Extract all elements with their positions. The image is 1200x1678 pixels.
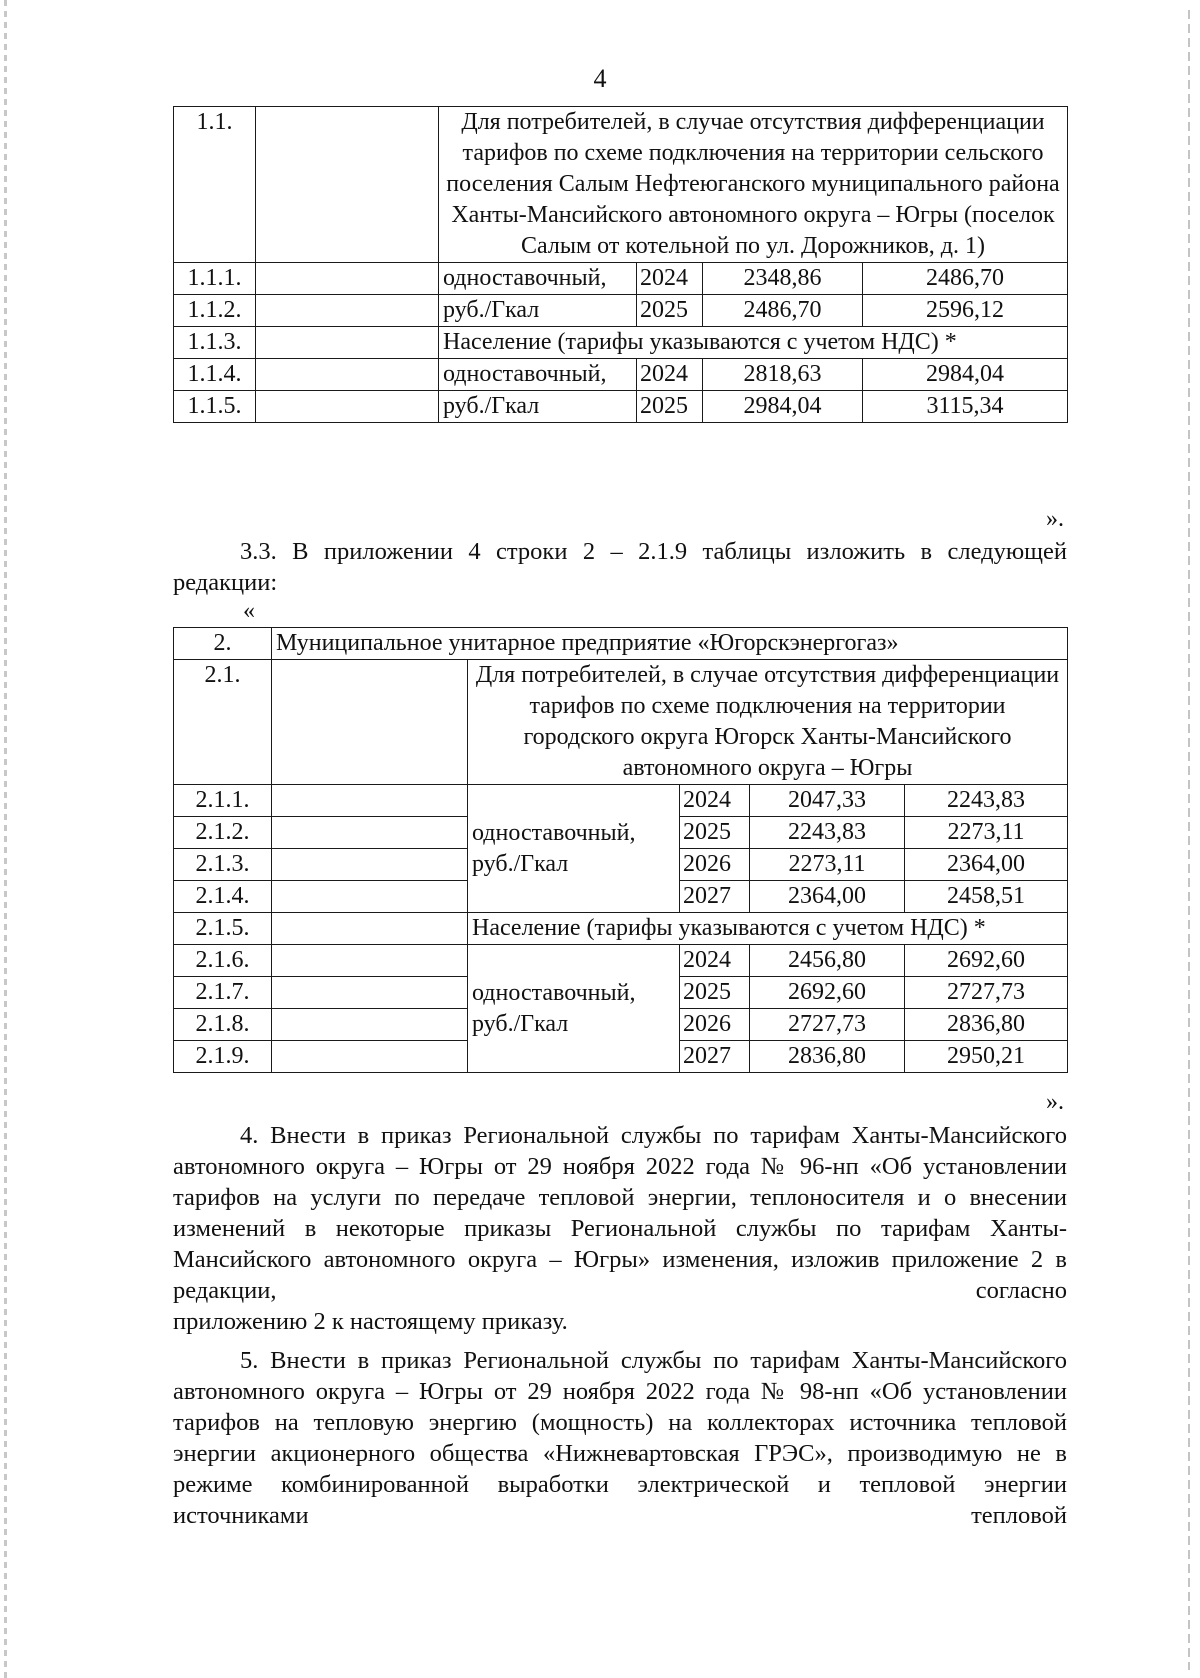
row-number: 1.1.3. [174,327,256,359]
tariff-value-h1: 2273,11 [750,849,905,881]
empty-cell [272,1041,468,1073]
tariff-value-h2: 2836,80 [905,1009,1068,1041]
empty-cell [272,913,468,945]
tariff-value-h1: 2364,00 [750,881,905,913]
tariff-value-h2: 2243,83 [905,785,1068,817]
row-number: 2.1. [174,660,272,785]
row-number: 1.1.2. [174,295,256,327]
tariff-value-h2: 2458,51 [905,881,1068,913]
paragraph-4-last-line: приложению 2 к настоящему приказу. [173,1308,568,1335]
population-heading: Население (тарифы указываются с учетом НДС) * [468,913,1068,945]
tariff-table-yugorsk [173,627,1068,1073]
tariff-value-h2: 2596,12 [863,295,1068,327]
empty-cell [256,295,439,327]
tariff-type-unit: одноставочный, руб./Гкал [468,945,680,1073]
empty-cell [272,785,468,817]
row-number: 2.1.2. [174,817,272,849]
year-cell: 2026 [680,849,750,881]
table-row [174,263,1068,295]
year-cell: 2025 [680,817,750,849]
closing-quote: ». [1046,506,1064,532]
empty-cell [272,849,468,881]
table-row [174,107,1068,263]
scan-edge-right [1188,10,1190,1670]
table-row [174,327,1068,359]
paragraph-5 [173,1345,1067,1531]
tariff-type: одноставочный, [439,263,637,295]
row-number: 2. [174,628,272,660]
table-row [174,359,1068,391]
empty-cell [272,945,468,977]
year-cell: 2025 [637,295,703,327]
table-row [174,391,1068,423]
consumer-group-heading: Для потребителей, в случае отсутствия дифференциации тарифов по схеме подключения на территории сельского поселения Салым Нефтеюганского муниципального района Ханты-Мансийского автономного округа – Югры (поселок Салым от котельной по ул. Дорожников, д. 1) [439,107,1068,263]
organization-name: Муниципальное унитарное предприятие «Югорскэнергогаз» [272,628,1068,660]
table-row [174,295,1068,327]
section-3-3-line: 3.3. В приложении 4 строки 2 – 2.1.9 таблицы изложить в следующей [240,538,1067,565]
tariff-value-h2: 2273,11 [905,817,1068,849]
year-cell: 2024 [680,945,750,977]
scan-edge-left [4,0,7,1678]
tariff-unit: руб./Гкал [439,295,637,327]
tariff-unit: руб./Гкал [439,391,637,423]
row-number: 2.1.4. [174,881,272,913]
empty-cell [272,1009,468,1041]
year-cell: 2024 [637,359,703,391]
row-number: 2.1.8. [174,1009,272,1041]
tariff-value-h2: 2486,70 [863,263,1068,295]
table-row [174,945,1068,977]
empty-cell [256,327,439,359]
row-number: 2.1.6. [174,945,272,977]
tariff-table-salym [173,106,1068,423]
row-number: 1.1.1. [174,263,256,295]
row-number: 1.1.4. [174,359,256,391]
year-cell: 2027 [680,881,750,913]
year-cell: 2025 [637,391,703,423]
tariff-type-unit: одноставочный, руб./Гкал [468,785,680,913]
year-cell: 2024 [637,263,703,295]
empty-cell [272,881,468,913]
tariff-value-h2: 2727,73 [905,977,1068,1009]
tariff-value-h1: 2047,33 [750,785,905,817]
empty-cell [272,817,468,849]
table-row [174,913,1068,945]
table-row [174,628,1068,660]
empty-cell [272,977,468,1009]
consumer-group-heading: Для потребителей, в случае отсутствия дифференциации тарифов по схеме подключения на территории городского округа Югорск Ханты-Мансийского автономного округа – Югры [468,660,1068,785]
tariff-value-h1: 2243,83 [750,817,905,849]
year-cell: 2024 [680,785,750,817]
opening-quote: « [243,598,255,624]
tariff-value-h1: 2984,04 [703,391,863,423]
row-number: 2.1.5. [174,913,272,945]
tariff-value-h2: 2364,00 [905,849,1068,881]
year-cell: 2025 [680,977,750,1009]
paragraph-5-body: 5. Внести в приказ Региональной службы по тарифам Ханты-Мансийского автономного округа – Югры от 29 ноября 2022 года № 98-нп «Об установлении тарифов на тепловую энергию (мощность) на коллекторах источника тепловой энергии акционерного общества «Нижневартовская ГРЭС», производимую не в режиме комбинированной выработки электрической и тепловой энергии источниками тепловой [173,1347,1067,1529]
row-number: 2.1.1. [174,785,272,817]
row-number: 2.1.3. [174,849,272,881]
paragraph-4 [173,1120,1067,1337]
tariff-value-h2: 3115,34 [863,391,1068,423]
table-row [174,785,1068,817]
paragraph-4-body: 4. Внести в приказ Региональной службы по тарифам Ханты-Мансийского автономного округа – Югры от 29 ноября 2022 года № 96-нп «Об установлении тарифов на услуги по передаче тепловой энергии, теплоносителя и о внесении изменений в некоторые приказы Региональной службы по тарифам Ханты-Мансийского автономного округа – Югры» изменения, изложив приложение 2 в редакции, согласно [173,1122,1067,1304]
empty-cell [272,660,468,785]
closing-quote: ». [1046,1089,1064,1115]
tariff-type: одноставочный, [439,359,637,391]
row-number: 1.1. [174,107,256,263]
tariff-value-h1: 2692,60 [750,977,905,1009]
tariff-value-h1: 2818,63 [703,359,863,391]
row-number: 2.1.7. [174,977,272,1009]
tariff-value-h2: 2950,21 [905,1041,1068,1073]
tariff-value-h2: 2692,60 [905,945,1068,977]
empty-cell [256,391,439,423]
row-number: 1.1.5. [174,391,256,423]
population-heading: Население (тарифы указываются с учетом НДС) * [439,327,1068,359]
year-cell: 2027 [680,1041,750,1073]
year-cell: 2026 [680,1009,750,1041]
section-3-3-text [173,536,1067,598]
empty-cell [256,107,439,263]
table-row [174,660,1068,785]
tariff-value-h1: 2486,70 [703,295,863,327]
tariff-value-h1: 2836,80 [750,1041,905,1073]
section-3-3-end: редакции: [173,569,278,596]
row-number: 2.1.9. [174,1041,272,1073]
page-number: 4 [593,64,607,93]
tariff-value-h2: 2984,04 [863,359,1068,391]
tariff-value-h1: 2456,80 [750,945,905,977]
empty-cell [256,263,439,295]
empty-cell [256,359,439,391]
tariff-value-h1: 2727,73 [750,1009,905,1041]
tariff-value-h1: 2348,86 [703,263,863,295]
